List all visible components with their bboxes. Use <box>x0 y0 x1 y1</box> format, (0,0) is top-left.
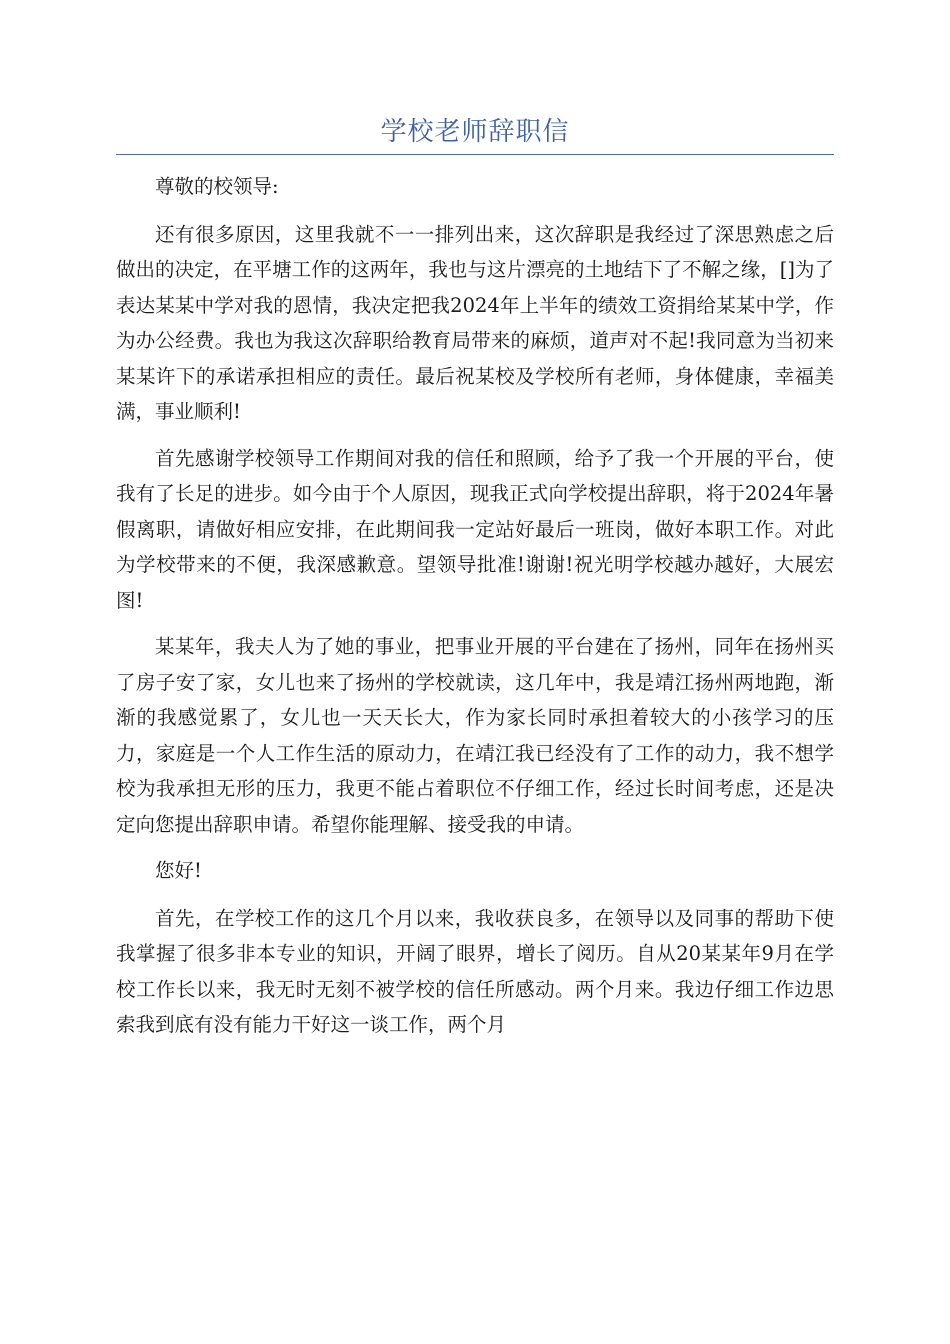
body-paragraph-2: 首先感谢学校领导工作期间对我的信任和照顾，给予了我一个开展的平台，使我有了长足的进步。如今由于个人原因，现我正式向学校提出辞职，将于2024年暑假离职，请做好相应安排，在此期间我一定站好最后一班岗，做好本职工作。对此为学校带来的不便，我深感歉意。望领导批准!谢谢!祝光明学校越办越好，大展宏图! <box>116 446 834 612</box>
document-title: 学校老师辞职信 <box>380 117 570 147</box>
body-paragraph-3: 某某年，我夫人为了她的事业，把事业开展的平台建在了扬州，同年在扬州买了房子安了家，女儿也来了扬州的学校就读，这几年中，我是靖江扬州两地跑，渐渐的我感觉累了，女儿也一天天长大，作为家长同时承担着较大的小孩学习的压力，家庭是一个人工作生活的原动力，在靖江我已经没有了工作的动力，我不想学校为我承担无形的压力，我更不能占着职位不仔细工作，经过长时间考虑，还是决定向您提出辞职申请。希望你能理解、接受我的申请。 <box>116 635 834 836</box>
title-underline <box>116 154 834 155</box>
greeting: 您好! <box>155 859 202 882</box>
document-page <box>116 110 834 1054</box>
body-paragraph-4: 首先，在学校工作的这几个月以来，我收获良多，在领导以及同事的帮助下使我掌握了很多非本专业的知识，开阔了眼界，增长了阅历。自从20某某年9月在学校工作长以来，我无时无刻不被学校的信任所感动。两个月来。我边仔细工作边思索我到底有没有能力干好这一谈工作，两个月 <box>116 906 834 1036</box>
salutation: 尊敬的校领导: <box>155 175 279 198</box>
body-paragraph-1: 还有很多原因，这里我就不一一排列出来，这次辞职是我经过了深思熟虑之后做出的决定，在平塘工作的这两年，我也与这片漂亮的土地结下了不解之缘，[]为了表达某某中学对我的恩情，我决定把我2024年上半年的绩效工资捐给某某中学，作为办公经费。我也为我这次辞职给教育局带来的麻烦，道声对不起!我同意为当初来某某许下的承诺承担相应的责任。最后祝某校及学校所有老师，身体健康，幸福美满，事业顺利! <box>116 222 834 423</box>
document-body <box>116 169 834 1043</box>
